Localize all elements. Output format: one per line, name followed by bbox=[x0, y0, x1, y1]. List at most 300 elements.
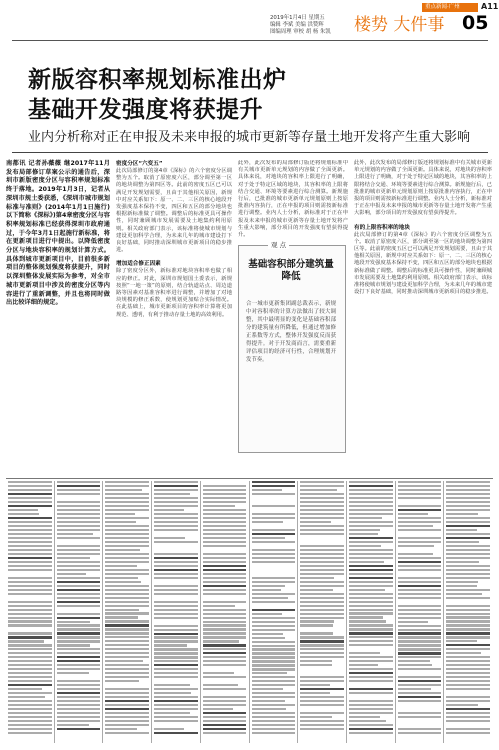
classified-column bbox=[57, 481, 101, 743]
classified-text-line bbox=[8, 732, 52, 734]
classified-text-line bbox=[105, 497, 149, 499]
classified-text-line bbox=[252, 617, 296, 619]
classified-text-line bbox=[203, 561, 247, 563]
classified-text-line bbox=[57, 613, 101, 615]
classified-text-line bbox=[8, 509, 38, 511]
classified-text-line bbox=[446, 660, 490, 662]
classified-text-line bbox=[398, 632, 442, 634]
classified-text-line bbox=[105, 509, 149, 511]
classified-text-line bbox=[8, 577, 52, 579]
classified-text-line bbox=[8, 585, 52, 587]
classified-text-line bbox=[300, 561, 344, 563]
classified-text-line bbox=[349, 509, 393, 511]
classified-text-line bbox=[8, 581, 52, 583]
classified-text-line bbox=[300, 656, 344, 658]
classified-text-line bbox=[300, 605, 344, 607]
classified-text-line bbox=[300, 613, 344, 615]
classified-text-line bbox=[252, 668, 296, 670]
classified-text-line bbox=[8, 680, 52, 682]
classified-text-line bbox=[300, 640, 344, 642]
classified-text-line bbox=[154, 704, 198, 706]
classified-text-line bbox=[105, 501, 149, 503]
article-column-2 bbox=[116, 160, 232, 319]
classified-text-line bbox=[154, 521, 198, 523]
classified-text-line bbox=[446, 605, 490, 607]
classified-text-line bbox=[446, 501, 490, 503]
classified-text-line bbox=[300, 684, 329, 686]
classified-text-line bbox=[154, 629, 198, 631]
classified-text-line bbox=[8, 517, 52, 519]
classified-text-line bbox=[57, 597, 101, 599]
classified-text-line bbox=[105, 704, 149, 706]
classified-text-line bbox=[203, 708, 233, 710]
classified-text-line bbox=[203, 593, 247, 595]
classified-text-line bbox=[203, 628, 247, 630]
classified-text-line bbox=[105, 624, 149, 626]
classified-text-line bbox=[252, 720, 296, 722]
classified-text-line bbox=[349, 632, 393, 634]
classified-text-line bbox=[203, 624, 247, 626]
classified-text-line bbox=[252, 613, 282, 615]
classified-text-line bbox=[398, 732, 442, 734]
classified-text-line bbox=[154, 573, 198, 575]
classified-text-line bbox=[252, 589, 281, 591]
classified-text-line bbox=[8, 525, 52, 527]
classified-text-line bbox=[105, 549, 140, 551]
classified-text-line bbox=[105, 648, 149, 650]
classified-text-line bbox=[349, 553, 393, 555]
classified-text-line bbox=[300, 513, 344, 515]
classified-text-line bbox=[398, 680, 442, 682]
classified-text-line bbox=[154, 589, 198, 591]
classified-text-line bbox=[57, 561, 101, 563]
classified-text-line bbox=[8, 704, 52, 706]
classified-text-line bbox=[349, 581, 393, 583]
classified-text-line bbox=[105, 557, 149, 559]
classified-text-line bbox=[252, 557, 296, 559]
column-4-body: 此外，此次发布的局部修订版还将规划标准中有关城市更新单元规划的内容做了全面更新。具体来说，对地块的容积率上限进行了明确，对于处于特定区域的地块，其容积率的上限将结合交通、环境等要素进行综合测算。新规施行后，已批准的城市更新单元规划原则上按原批准内容执行，正在申报的项目则需按新标准进行调整。业内人士分析，新标准对于正在申报及未来申报的城市更新等存量土地开发将产生重大影响，部分项目的开发强度有望获得提升。 bbox=[354, 160, 492, 217]
classified-text-line bbox=[105, 609, 139, 611]
classified-text-line bbox=[252, 505, 296, 507]
classified-text-line bbox=[8, 601, 52, 603]
classified-text-line bbox=[349, 652, 380, 654]
classified-text-line bbox=[252, 601, 296, 603]
classified-text-line bbox=[154, 732, 198, 734]
classified-text-line bbox=[203, 573, 247, 575]
classified-text-line bbox=[203, 704, 247, 706]
classified-text-line bbox=[349, 660, 393, 662]
classified-text-line bbox=[252, 645, 296, 647]
classified-text-line bbox=[154, 700, 198, 702]
classified-text-line bbox=[252, 537, 285, 539]
classified-text-line bbox=[154, 481, 198, 483]
classified-text-line bbox=[8, 648, 52, 650]
classified-text-line bbox=[203, 636, 247, 638]
classified-text-line bbox=[446, 521, 490, 523]
classified-text-line bbox=[57, 549, 101, 551]
classified-text-line bbox=[105, 513, 135, 515]
commentary-title: 基础容积部分建筑量降低 bbox=[248, 259, 334, 282]
classified-text-line bbox=[8, 489, 52, 491]
classified-text-line bbox=[349, 700, 393, 702]
classified-text-line bbox=[300, 593, 344, 595]
classified-text-line bbox=[398, 676, 442, 678]
classified-text-line bbox=[349, 601, 393, 603]
classified-text-line bbox=[252, 712, 296, 714]
classified-text-line bbox=[154, 585, 198, 587]
classified-text-line bbox=[154, 648, 198, 650]
classified-text-line bbox=[57, 585, 101, 587]
classified-text-line bbox=[57, 624, 101, 626]
classified-text-line bbox=[8, 724, 52, 726]
classified-text-line bbox=[398, 668, 442, 670]
classifieds-rule bbox=[6, 478, 493, 479]
classified-text-line bbox=[57, 664, 101, 666]
classified-text-line bbox=[57, 489, 101, 491]
classified-text-line bbox=[398, 728, 442, 730]
classified-divider bbox=[54, 481, 55, 743]
classified-text-line bbox=[203, 640, 239, 642]
classified-text-line bbox=[154, 668, 198, 670]
classified-text-line bbox=[203, 565, 247, 567]
classified-text-line bbox=[252, 684, 296, 686]
classified-text-line bbox=[154, 652, 198, 654]
classified-text-line bbox=[105, 724, 149, 726]
classified-text-line bbox=[57, 521, 101, 523]
classified-text-line bbox=[105, 585, 149, 587]
classified-text-line bbox=[300, 704, 344, 706]
headline-line-1: 新版容积率规划标准出炉 bbox=[28, 67, 287, 93]
classified-text-line bbox=[8, 656, 52, 658]
classified-text-line bbox=[8, 569, 52, 571]
classified-text-line bbox=[57, 581, 101, 583]
classified-text-line bbox=[203, 533, 247, 535]
classified-text-line bbox=[398, 605, 442, 607]
classified-text-line bbox=[446, 688, 490, 690]
classified-text-line bbox=[398, 613, 442, 615]
classified-text-line bbox=[57, 501, 101, 503]
classified-text-line bbox=[349, 656, 393, 658]
editor-line: 编辑 李斌 美编 洪赞辉 bbox=[270, 22, 324, 28]
classified-text-line bbox=[349, 624, 393, 626]
classified-text-line bbox=[105, 628, 149, 630]
subheadline: 业内分析称对正在申报及未来申报的城市更新等存量土地开发将产生重大影响 bbox=[28, 130, 471, 145]
classified-text-line bbox=[252, 597, 288, 599]
classified-text-line bbox=[252, 688, 283, 690]
classified-text-line bbox=[446, 593, 482, 595]
classified-text-line bbox=[300, 676, 344, 678]
classified-text-line bbox=[203, 724, 247, 726]
classified-text-line bbox=[446, 533, 490, 535]
classified-text-line bbox=[105, 720, 149, 722]
classified-text-line bbox=[8, 497, 52, 499]
classified-text-line bbox=[203, 569, 247, 571]
classified-text-line bbox=[398, 716, 442, 718]
classified-text-line bbox=[57, 505, 101, 507]
classified-text-line bbox=[300, 728, 344, 730]
classified-text-line bbox=[446, 529, 477, 531]
classified-text-line bbox=[57, 720, 101, 722]
classified-text-line bbox=[446, 541, 478, 543]
classified-text-line bbox=[300, 601, 344, 603]
classified-text-line bbox=[8, 493, 52, 495]
classified-text-line bbox=[252, 716, 296, 718]
classified-text-line bbox=[300, 493, 344, 495]
classified-text-line bbox=[105, 652, 149, 654]
classified-text-line bbox=[8, 557, 52, 559]
classified-text-line bbox=[57, 708, 101, 710]
classified-text-line bbox=[57, 696, 101, 698]
classified-text-line bbox=[398, 509, 442, 511]
classified-text-line bbox=[252, 652, 296, 654]
classified-text-line bbox=[203, 696, 247, 698]
classified-text-line bbox=[349, 573, 393, 575]
classified-text-line bbox=[446, 676, 490, 678]
section-body-density: 此次局部修订的第4章《深标》的六个密度分区调整为五个。取消了原密度六区，部分调至第一区的地块调整为第四区等。此前的密度五区已可以满足开发规划需要，且由于其他相关原因，新规中对应关系如下：原一、二、三区的核心地段开发强度基本保持不变，四区和五区的部分地块也根据新标准做了调整。调整后的标准更具可操作性，同时兼顾城市发展需要及土地集约利用原则。相关政府部门表示，该标准将使城市规划与建设更加科学合理，为未来几年的城市建设打下良好基础，同时推动深圳城市更新项目的稳步推进。 bbox=[116, 168, 232, 254]
classified-text-line bbox=[446, 664, 490, 666]
classified-text-line bbox=[105, 692, 149, 694]
classified-text-line bbox=[154, 505, 198, 507]
classified-text-line bbox=[300, 597, 344, 599]
classified-text-line bbox=[105, 620, 149, 622]
headline-line-2: 基础开发强度将获提升 bbox=[28, 97, 263, 123]
classified-text-line bbox=[398, 493, 442, 495]
classified-text-line bbox=[8, 549, 52, 551]
classified-column bbox=[300, 481, 344, 743]
classified-text-line bbox=[203, 585, 247, 587]
classified-text-line bbox=[349, 609, 393, 611]
classified-column bbox=[203, 481, 247, 743]
classified-text-line bbox=[105, 553, 149, 555]
classified-text-line bbox=[398, 700, 442, 702]
classified-text-line bbox=[154, 613, 198, 615]
classified-text-line bbox=[446, 561, 479, 563]
classified-text-line bbox=[398, 589, 442, 591]
classified-text-line bbox=[252, 621, 296, 623]
classified-text-line bbox=[300, 609, 344, 611]
classified-text-line bbox=[446, 581, 477, 583]
classified-text-line bbox=[446, 716, 490, 718]
classified-text-line bbox=[300, 636, 344, 638]
classified-text-line bbox=[203, 497, 247, 499]
classified-text-line bbox=[398, 529, 442, 531]
classified-text-line bbox=[154, 485, 198, 487]
classified-text-line bbox=[105, 541, 149, 543]
classified-text-line bbox=[252, 585, 286, 587]
classified-text-line bbox=[349, 485, 393, 487]
classified-text-line bbox=[105, 493, 149, 495]
classified-text-line bbox=[300, 485, 344, 487]
classified-text-line bbox=[8, 640, 44, 642]
classified-text-line bbox=[252, 561, 296, 563]
classified-text-line bbox=[446, 513, 477, 515]
classified-text-line bbox=[8, 676, 52, 678]
classified-text-line bbox=[57, 533, 93, 535]
classified-text-line bbox=[446, 640, 476, 642]
classified-text-line bbox=[57, 557, 90, 559]
classified-ads-area bbox=[6, 481, 493, 743]
classified-divider bbox=[346, 481, 347, 743]
classified-text-line bbox=[446, 589, 490, 591]
classified-text-line bbox=[154, 577, 198, 579]
classified-text-line bbox=[8, 593, 52, 595]
classified-text-line bbox=[252, 485, 296, 487]
classified-text-line bbox=[446, 704, 477, 706]
classified-text-line bbox=[349, 585, 393, 587]
classified-text-line bbox=[203, 509, 247, 511]
classified-text-line bbox=[349, 541, 393, 543]
classified-text-line bbox=[105, 601, 149, 603]
classified-text-line bbox=[8, 688, 42, 690]
classified-text-line bbox=[203, 684, 238, 686]
classified-text-line bbox=[57, 700, 101, 702]
classified-text-line bbox=[300, 680, 344, 682]
article-column-3-top: 此外，此次发布的局部修订版还将规划标准中有关城市更新单元规划的内容做了全面更新。具体来说，对地块的容积率上限进行了明确，对于处于特定区域的地块，其容积率的上限将结合交通、环境等要素进行综合测算。新规施行后，已批准的城市更新单元规划原则上按原批准内容执行，正在申报的项目则需按新标准进行调整。业内人士分析，新标准对于正在申报及未来申报的城市更新等存量土地开发将产生重大影响，部分项目的开发强度有望获得提升。 bbox=[238, 160, 348, 238]
classified-text-line bbox=[446, 656, 490, 658]
classified-text-line bbox=[300, 497, 344, 499]
classified-text-line bbox=[300, 644, 344, 646]
classified-text-line bbox=[8, 617, 52, 619]
classified-text-line bbox=[300, 696, 344, 698]
classified-text-line bbox=[446, 648, 490, 650]
classified-text-line bbox=[398, 593, 442, 595]
classified-text-line bbox=[300, 557, 344, 559]
classified-text-line bbox=[300, 716, 331, 718]
classified-text-line bbox=[398, 525, 433, 527]
classified-text-line bbox=[349, 545, 381, 547]
proof-line: 图编周理 审校 胡 杨 朱凯 bbox=[270, 29, 331, 35]
classified-text-line bbox=[349, 640, 393, 642]
classified-text-line bbox=[203, 493, 247, 495]
classified-text-line bbox=[300, 517, 344, 519]
classified-text-line bbox=[398, 712, 442, 714]
classified-text-line bbox=[154, 640, 198, 642]
classified-text-line bbox=[105, 676, 149, 678]
classified-text-line bbox=[446, 549, 490, 551]
classified-text-line bbox=[8, 485, 52, 487]
classified-text-line bbox=[154, 617, 198, 619]
classified-text-line bbox=[398, 497, 442, 499]
classified-text-line bbox=[203, 529, 247, 531]
classified-text-line bbox=[203, 489, 247, 491]
classified-text-line bbox=[154, 696, 198, 698]
classified-text-line bbox=[398, 696, 442, 698]
classified-text-line bbox=[203, 513, 247, 515]
classified-text-line bbox=[398, 617, 442, 619]
classified-text-line bbox=[300, 545, 344, 547]
classified-text-line bbox=[300, 581, 344, 583]
classified-text-line bbox=[446, 644, 490, 646]
classified-text-line bbox=[252, 696, 296, 698]
classified-text-line bbox=[300, 664, 332, 666]
classified-text-line bbox=[300, 553, 344, 555]
classified-text-line bbox=[57, 680, 101, 682]
classified-text-line bbox=[446, 597, 490, 599]
classified-text-line bbox=[398, 581, 442, 583]
classified-text-line bbox=[252, 656, 296, 658]
section-heading-upper-limit: 有的上限容积率的地块 bbox=[354, 224, 410, 231]
classified-text-line bbox=[105, 525, 149, 527]
classified-text-line bbox=[252, 629, 296, 631]
classified-text-line bbox=[57, 593, 101, 595]
classified-text-line bbox=[203, 676, 247, 678]
classified-text-line bbox=[398, 541, 442, 543]
classified-divider bbox=[151, 481, 152, 743]
classified-text-line bbox=[349, 565, 393, 567]
classified-text-line bbox=[446, 481, 490, 483]
classified-text-line bbox=[349, 521, 393, 523]
classified-text-line bbox=[300, 509, 344, 511]
classified-text-line bbox=[398, 505, 442, 507]
classified-text-line bbox=[300, 632, 333, 634]
classified-text-line bbox=[57, 636, 101, 638]
classified-text-line bbox=[349, 716, 380, 718]
classified-text-line bbox=[105, 561, 149, 563]
classified-text-line bbox=[398, 585, 442, 587]
classified-text-line bbox=[300, 525, 344, 527]
classified-text-line bbox=[105, 708, 149, 710]
classified-text-line bbox=[252, 593, 296, 595]
classified-text-line bbox=[300, 533, 344, 535]
classified-text-line bbox=[252, 549, 296, 551]
classified-text-line bbox=[57, 617, 101, 619]
classified-text-line bbox=[57, 716, 101, 718]
classified-text-line bbox=[398, 688, 431, 690]
classified-text-line bbox=[8, 613, 52, 615]
classified-text-line bbox=[349, 493, 393, 495]
classified-text-line bbox=[105, 696, 149, 698]
classified-text-line bbox=[252, 489, 283, 491]
classified-text-line bbox=[105, 481, 149, 483]
classified-text-line bbox=[349, 720, 386, 722]
classified-text-line bbox=[300, 589, 332, 591]
classified-text-line bbox=[446, 545, 490, 547]
classified-text-line bbox=[105, 732, 149, 734]
classified-text-line bbox=[300, 569, 344, 571]
classified-text-line bbox=[300, 624, 333, 626]
classified-text-line bbox=[8, 481, 52, 483]
classified-text-line bbox=[203, 660, 247, 662]
classified-text-line bbox=[398, 597, 442, 599]
classified-text-line bbox=[154, 664, 198, 666]
classified-text-line bbox=[349, 533, 379, 535]
classified-text-line bbox=[252, 581, 296, 583]
classified-text-line bbox=[57, 712, 101, 714]
classified-text-line bbox=[252, 493, 296, 495]
classified-divider bbox=[395, 481, 396, 743]
date-line: 2019年1月4日 星期五 bbox=[270, 15, 325, 21]
classified-text-line bbox=[105, 517, 149, 519]
classified-text-line bbox=[8, 537, 52, 539]
classified-text-line bbox=[8, 720, 52, 722]
classified-text-line bbox=[349, 561, 384, 563]
classified-text-line bbox=[105, 577, 137, 579]
classified-text-line bbox=[252, 692, 296, 694]
classified-text-line bbox=[57, 485, 101, 487]
classified-text-line bbox=[300, 652, 344, 654]
classified-text-line bbox=[252, 541, 296, 543]
classified-text-line bbox=[252, 521, 284, 523]
classified-text-line bbox=[154, 684, 190, 686]
classified-text-line bbox=[57, 724, 89, 726]
classified-text-line bbox=[446, 672, 490, 674]
classified-column bbox=[105, 481, 149, 743]
classified-text-line bbox=[8, 700, 52, 702]
classified-text-line bbox=[398, 660, 431, 662]
classified-text-line bbox=[154, 537, 185, 539]
classified-text-line bbox=[300, 577, 334, 579]
classified-text-line bbox=[203, 501, 247, 503]
